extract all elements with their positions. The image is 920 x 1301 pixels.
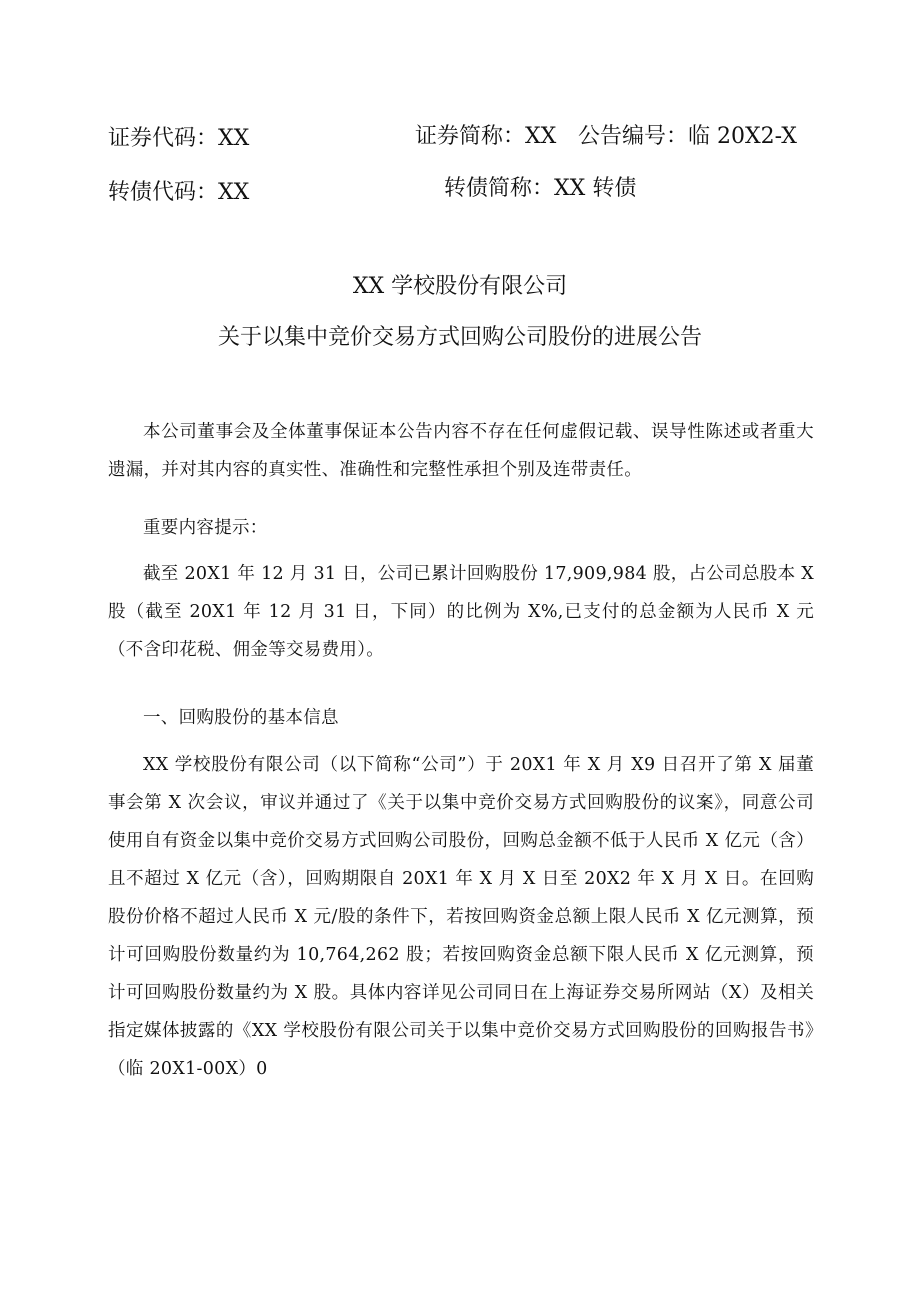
bond-code: 转债代码：XX bbox=[108, 180, 250, 205]
tips-heading: 重要内容提示： bbox=[143, 518, 268, 538]
security-code: 证券代码：XX bbox=[108, 126, 250, 151]
section-1-heading: 一、回购股份的基本信息 bbox=[143, 708, 339, 728]
security-short-name: 证券简称：XX bbox=[415, 124, 557, 149]
announcement-title: 关于以集中竞价交易方式回购公司股份的进展公告 bbox=[217, 325, 702, 350]
bond-short-name: 转债简称：XX 转债 bbox=[444, 176, 637, 201]
board-statement-paragraph: 本公司董事会及全体董事保证本公告内容不存在任何虚假记载、误导性陈述或者重大遗漏，并对其内容的真实性、准确性和完整性承担个别及连带责任。 bbox=[108, 422, 814, 480]
summary-paragraph: 截至 20X1 年 12 月 31 日，公司已累计回购股份 17,909,984 股，占公司总股本 X 股（截至 20X1 年 12 月 31 日，下同）的比例为 X%,已支付的总金额为人民币 X 元（不含印花税、佣金等交易费用）。 bbox=[108, 564, 814, 660]
company-title: XX 学校股份有限公司 bbox=[352, 274, 568, 299]
announcement-number: 公告编号：临 20X2-X bbox=[578, 124, 797, 149]
section-1-paragraph: XX 学校股份有限公司（以下简称“公司”）于 20X1 年 X 月 X9 日召开了第 X 届董事会第 X 次会议，审议并通过了《关于以集中竞价交易方式回购股份的议案》，同意公司使用自有资金以集中竞价交易方式回购公司股份，回购总金额不低于人民币 X 亿元（含）且不超过 X 亿元（含），回购期限自 20X1 年 X 月 X 日至 20X2 年 X 月 X 日。在回购股份价格不超过人民币 X 元/股的条件下，若按回购资金总额上限人民币 X 亿元测算，预计可回购股份数量约为 10,764,262 股；若按回购资金总额下限人民币 X 亿元测算，预计可回购股份数量约为 X 股。具体内容详见公司同日在上海证券交易所网站（X）及相关指定媒体披露的《XX 学校股份有限公司关于以集中竞价交易方式回购股份的回购报告书》（临 20X1-00X）0 bbox=[108, 755, 814, 1079]
